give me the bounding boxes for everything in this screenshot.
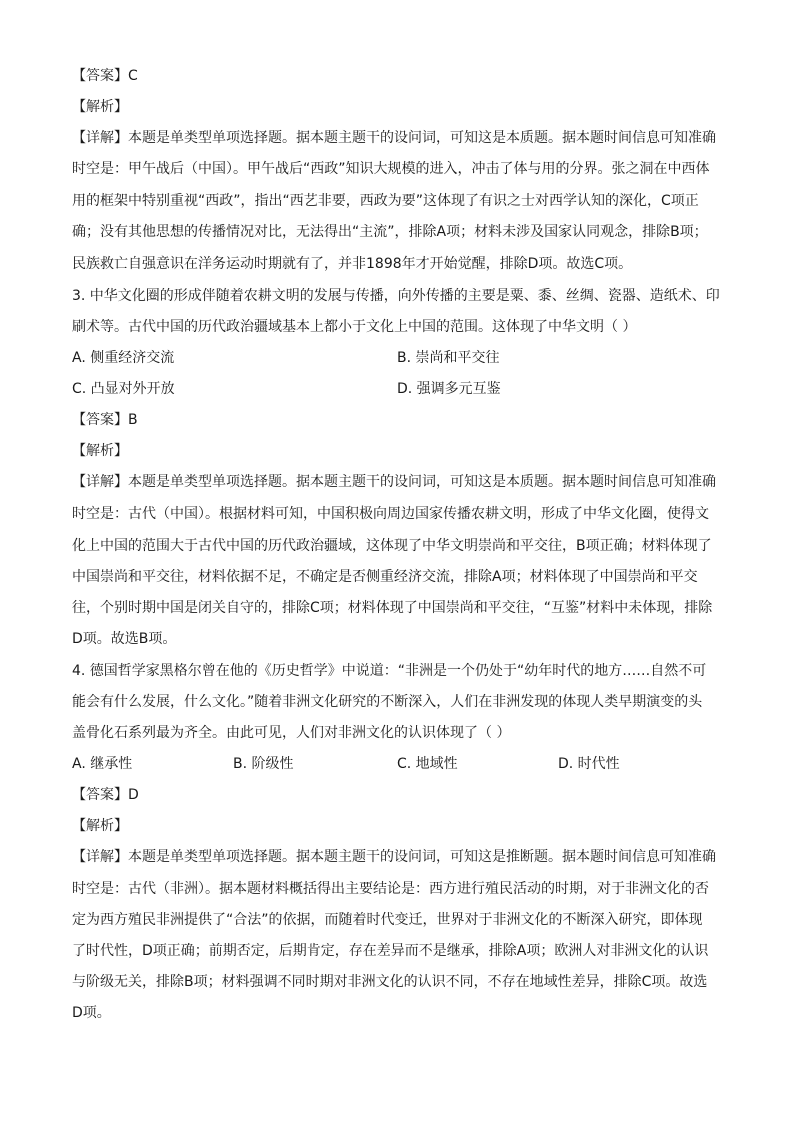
q3-explanation-line: D项。故选B项。 [72, 631, 177, 647]
q3-explanation-line: 往，个别时期中国是闭关自守的，排除C项；材料体现了中国崇尚和平交往，“互鉴”材料中未体现，排除 [72, 600, 713, 616]
q4-explanation-line: 了时代性，D项正确；前期否定，后期肯定，存在差异而不是继承，排除A项；欧洲人对非洲文化的认识 [72, 943, 709, 959]
q3-explanation-line: 化上中国的范围大于古代中国的历代政治疆域，这体现了中华文明崇尚和平交往，B项正确；材料体现了 [72, 538, 712, 554]
q2-explanation-line: 民族救亡自强意识在洋务运动时期就有了，并非1898年才开始觉醒，排除D项。故选C项。 [72, 256, 633, 272]
q4-stem-line: 4. 德国哲学家黑格尔曾在他的《历史哲学》中说道：“非洲是一个仍处于“幼年时代的地方……自然不可 [72, 663, 707, 679]
q2-answer: 【答案】C [72, 68, 138, 84]
q3-explanation-line: 【详解】本题是单类型单项选择题。据本题主题干的设问词，可知这是本质题。据本题时间信息可知准确 [72, 474, 716, 490]
q4-explanation-line: D项。 [72, 1005, 111, 1021]
q3-stem-line: 3. 中华文化圈的形成伴随着农耕文明的发展与传播，向外传播的主要是粟、黍、丝绸、瓷器、造纸术、印 [72, 288, 720, 304]
q4-option-d: D. 时代性 [558, 756, 620, 772]
q4-option-b: B. 阶级性 [233, 756, 294, 772]
q3-analysis-label: 【解析】 [72, 443, 128, 459]
q3-option-b: B. 崇尚和平交往 [397, 350, 500, 366]
q3-option-a: A. 侧重经济交流 [72, 350, 175, 366]
q4-stem-line: 能会有什么发展，什么文化。”随着非洲文化研究的不断深入，人们在非洲发现的体现人类早期演变的头 [72, 694, 703, 710]
q4-option-c: C. 地域性 [397, 756, 458, 772]
q4-stem-line: 盖骨化石系列最为齐全。由此可见，人们对非洲文化的认识体现了（ ） [72, 725, 511, 741]
q4-explanation-line: 与阶级无关，排除B项；材料强调不同时期对非洲文化的认识不同，不存在地域性差异，排除C项。故选 [72, 974, 708, 990]
q3-explanation-line: 中国崇尚和平交往，材料依据不足，不确定是否侧重经济交流，排除A项；材料体现了中国崇尚和平交 [72, 569, 698, 585]
q2-explanation-line: 【详解】本题是单类型单项选择题。据本题主题干的设问词，可知这是本质题。据本题时间信息可知准确 [72, 130, 716, 146]
q3-stem-line: 刷术等。古代中国的历代政治疆域基本上都小于文化上中国的范围。这体现了中华文明（ ） [72, 319, 637, 335]
q3-option-d: D. 强调多元互鉴 [397, 381, 501, 397]
q4-explanation-line: 时空是：古代（非洲）。据本题材料概括得出主要结论是：西方进行殖民活动的时期，对于非洲文化的否 [72, 881, 709, 897]
q3-option-c: C. 凸显对外开放 [72, 381, 175, 397]
q2-analysis-label: 【解析】 [72, 99, 128, 115]
q2-explanation-line: 确；没有其他思想的传播情况对比，无法得出“主流”，排除A项；材料未涉及国家认同观念，排除B项； [72, 224, 708, 240]
q3-answer: 【答案】B [72, 412, 138, 428]
q4-explanation-line: 【详解】本题是单类型单项选择题。据本题主题干的设问词，可知这是推断题。据本题时间信息可知准确 [72, 849, 716, 865]
q2-explanation-line: 时空是：甲午战后（中国）。甲午战后“西政”知识大规模的进入，冲击了体与用的分界。张之洞在中西体 [72, 161, 710, 177]
q4-answer: 【答案】D [72, 787, 139, 803]
q4-analysis-label: 【解析】 [72, 818, 128, 834]
q2-explanation-line: 用的框架中特别重视“西政”，指出“西艺非要，西政为要”这体现了有识之士对西学认知的深化，C项正 [72, 193, 699, 209]
q4-option-a: A. 继承性 [72, 756, 133, 772]
q3-explanation-line: 时空是：古代（中国）。根据材料可知，中国积极向周边国家传播农耕文明，形成了中华文化圈，使得文 [72, 506, 709, 522]
q4-explanation-line: 定为西方殖民非洲提供了“合法”的依据，而随着时代变迁，世界对于非洲文化的不断深入研究，即体现 [72, 912, 703, 928]
